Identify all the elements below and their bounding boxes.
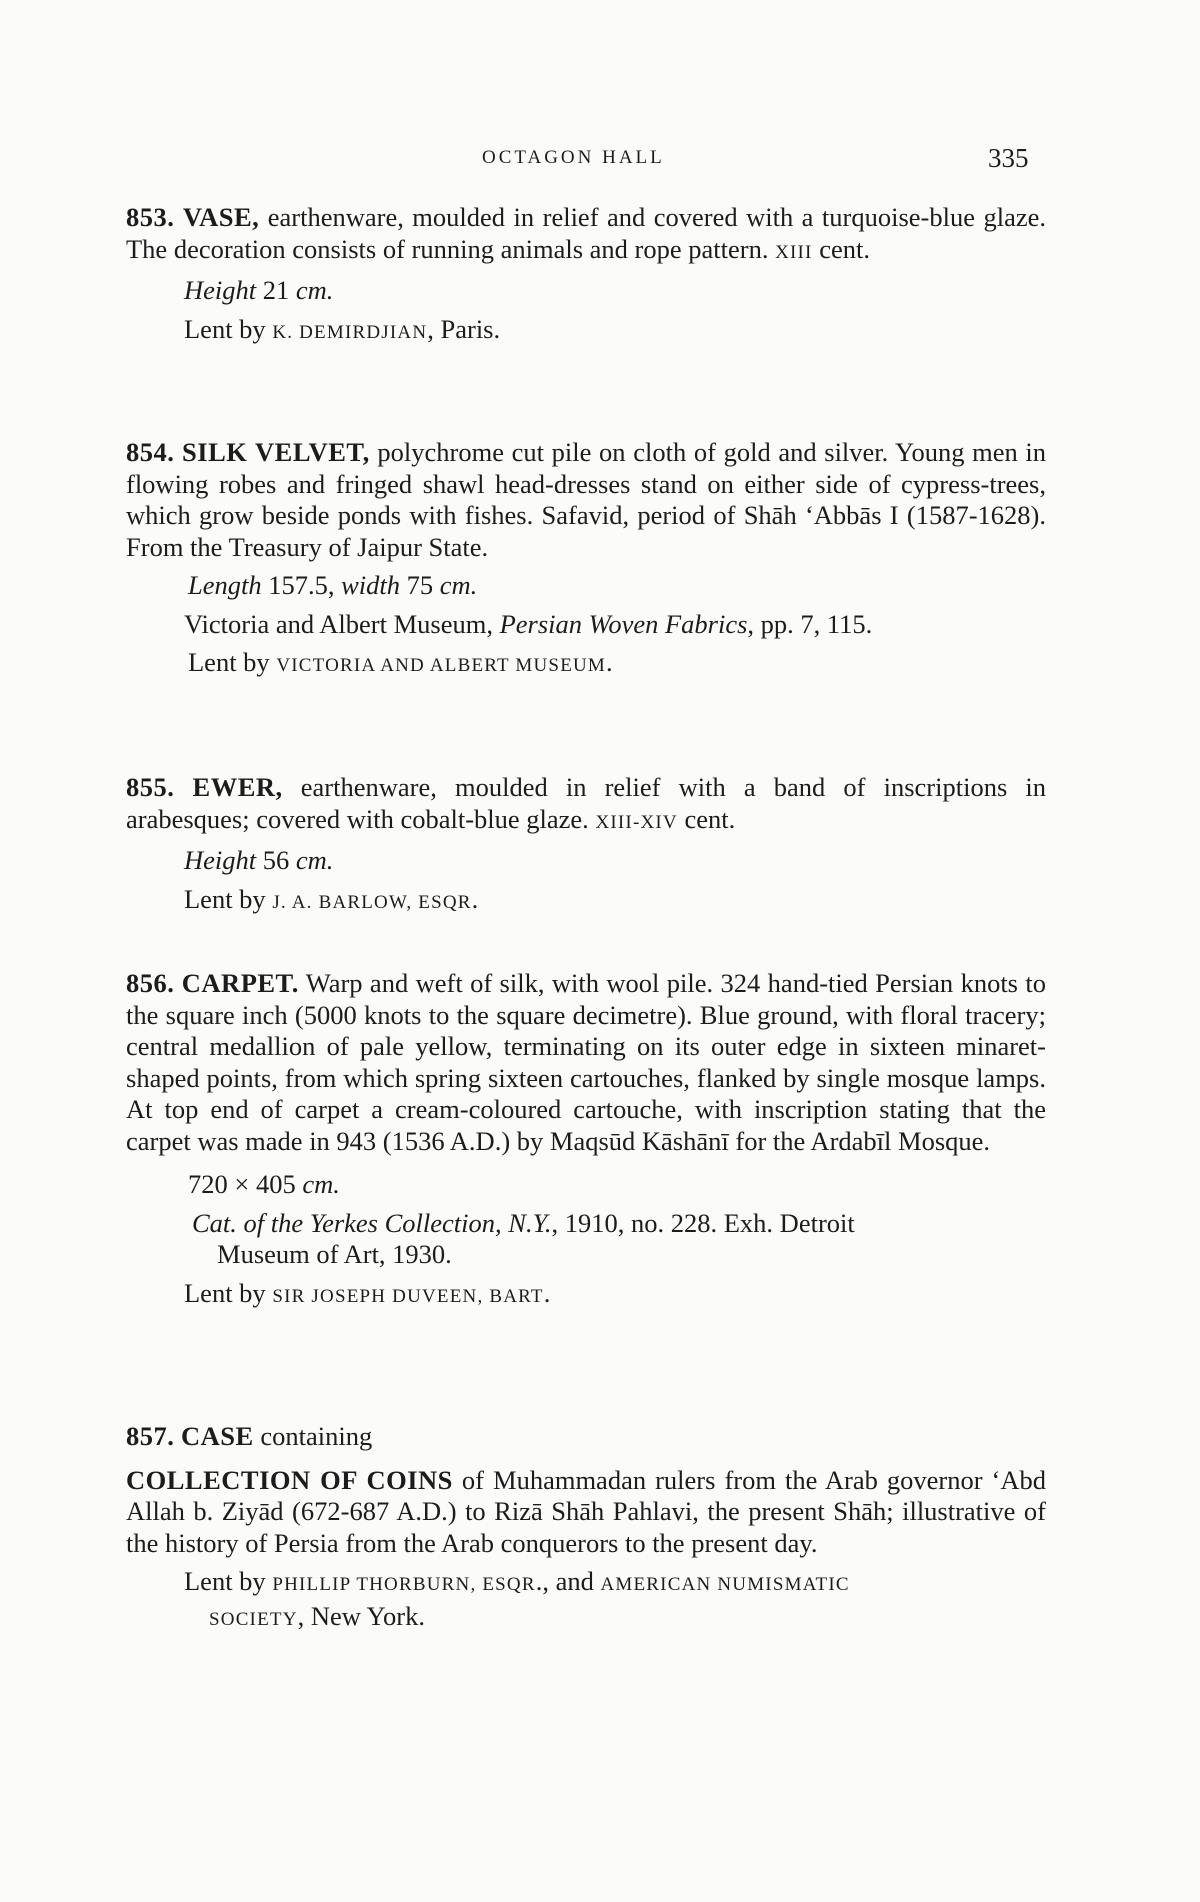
entry-sub-title: COLLECTION OF COINS (126, 1464, 453, 1495)
page-number: 335 (988, 143, 1029, 173)
entry-dimensions (126, 275, 1046, 307)
entry-description (126, 772, 1046, 838)
page-header (0, 143, 1200, 183)
dimension-unit: cm. (302, 1169, 340, 1199)
entry-lent-by (126, 1278, 1046, 1313)
dimension-unit: cm. (295, 845, 334, 875)
entry-lent-by (126, 647, 1046, 682)
entry-description (126, 202, 1046, 268)
entry-dimensions (126, 570, 1046, 602)
catalogue-entry-855 (126, 772, 1046, 918)
entry-century: XIII-XIV (595, 811, 678, 833)
catalogue-entry-854 (126, 437, 1046, 682)
lender-name-1: PHILLIP THORBURN, ESQR (272, 1574, 536, 1595)
entry-description (126, 1465, 1046, 1560)
dimension-unit: cm. (439, 570, 478, 600)
dimension-length-label: Length (188, 570, 262, 600)
dimension-label: Height (184, 845, 257, 875)
lent-prefix: Lent by (184, 883, 273, 914)
entry-title: EWER, (192, 772, 283, 802)
entry-text: earthenware, moulded in relief with a band of inscriptions in arabesques; covered with cobalt-blue glaze. (126, 772, 1047, 834)
dimension-value: 720 × 405 (188, 1169, 303, 1199)
lent-prefix: Lent by (184, 1566, 273, 1596)
lent-suffix: . (471, 883, 479, 914)
lent-suffix: . (606, 647, 613, 677)
entry-lent-by (126, 1566, 1046, 1635)
entry-title: CARPET. (181, 968, 299, 998)
lent-suffix: . (543, 1277, 551, 1308)
lender-name: K. DEMIRDJIAN (272, 321, 428, 343)
reference-prefix: Victoria and Albert Museum, (184, 608, 500, 639)
entry-text: polychrome cut pile on cloth of gold and silver. Young men in flowing robes and fringed shawl head-dresses stand on either side of cypress-trees, which grow beside ponds with fishes. Safavid, period of Shāh ʻAbbās I (1587-1628). From the Treasury of Jaipur State. (126, 437, 1046, 562)
entry-title-suffix: containing (253, 1421, 373, 1451)
lender-name: VICTORIA AND ALBERT MUSEUM (276, 655, 607, 676)
entry-number: 857. (126, 1421, 175, 1451)
entry-text: of Muhammadan rulers from the Arab governor ʻAbd Allah b. Ziyād (672-687 A.D.) to Rizā Shāh Pahlavi, the present Shāh; illustrative of the history of Persia from the Arab conquerors to the present day. (126, 1464, 1046, 1558)
dimension-length-value: 157.5, (261, 570, 342, 600)
entry-number: 854. (126, 437, 175, 467)
entry-heading (126, 1421, 1046, 1453)
catalogue-entry-853 (126, 202, 1046, 348)
entry-title: CASE (181, 1421, 254, 1451)
entry-century-suffix: cent. (812, 233, 870, 264)
lent-prefix: Lent by (188, 647, 277, 677)
lent-middle: ., and (535, 1566, 601, 1596)
entry-number: 855. (126, 772, 175, 802)
reference-suffix: , 1910, no. 228. Exh. Detroit (551, 1207, 855, 1238)
reference-title: Persian Woven Fabrics (499, 608, 748, 639)
entry-century: XIII (775, 241, 813, 263)
entry-description (126, 968, 1046, 1157)
entry-lent-by (126, 314, 1046, 349)
dimension-value: 56 (256, 845, 296, 875)
lent-suffix: , Paris. (427, 313, 501, 344)
running-head: OCTAGON HALL (482, 147, 665, 168)
dimension-label: Height (184, 275, 257, 305)
entry-description (126, 437, 1046, 563)
lender-name: J. A. BARLOW, ESQR (272, 891, 472, 913)
lender-name-2: AMERICAN NUMISMATIC (600, 1574, 850, 1595)
entry-text: earthenware, moulded in relief and covered with a turquoise-blue glaze. The decoration consists of running animals and rope pattern. (126, 202, 1046, 264)
entry-reference (126, 609, 1046, 641)
entry-dimensions (126, 1169, 1046, 1201)
dimension-width-value: 75 (400, 570, 440, 600)
entry-text: Warp and weft of silk, with wool pile. 324 hand-tied Persian knots to the square inch (5000 knots to the square decimetre). Blue ground, with floral tracery; central medallion of pale yellow, terminating on its outer edge in sixteen minaret-shaped points, from which spring sixteen cartouches, flanked by single mosque lamps. At top end of carpet a cream-coloured cartouche, with inscription stating that the carpet was made in 943 (1536 A.D.) by Maqsūd Kāshānī for the Ardabīl Mosque. (126, 968, 1047, 1156)
entry-number: 853. (126, 202, 175, 232)
lent-prefix: Lent by (184, 313, 273, 344)
dimension-unit: cm. (295, 275, 334, 305)
dimension-value: 21 (256, 275, 296, 305)
lent-continuation (184, 1601, 1046, 1636)
entry-reference (126, 1208, 1046, 1271)
catalogue-entry-857 (126, 1421, 1046, 1635)
entry-dimensions (126, 845, 1046, 877)
lent-suffix: , New York. (297, 1600, 425, 1631)
lender-name-2-cont: SOCIETY (209, 1608, 298, 1630)
reference-continuation: Museum of Art, 1930. (217, 1239, 452, 1269)
entry-title: VASE, (182, 202, 260, 232)
dimension-width-label: width (341, 570, 401, 600)
reference-suffix: , pp. 7, 115. (747, 608, 873, 639)
entry-number: 856. (126, 968, 175, 998)
lender-name: SIR JOSEPH DUVEEN, BART (272, 1285, 544, 1307)
reference-title: Cat. of the Yerkes Collection, N.Y. (192, 1207, 552, 1238)
catalogue-entry-856 (126, 968, 1046, 1312)
entry-century-suffix: cent. (677, 803, 736, 834)
entry-lent-by (126, 884, 1046, 919)
entry-title: SILK VELVET, (182, 437, 370, 467)
lent-prefix: Lent by (184, 1277, 273, 1308)
